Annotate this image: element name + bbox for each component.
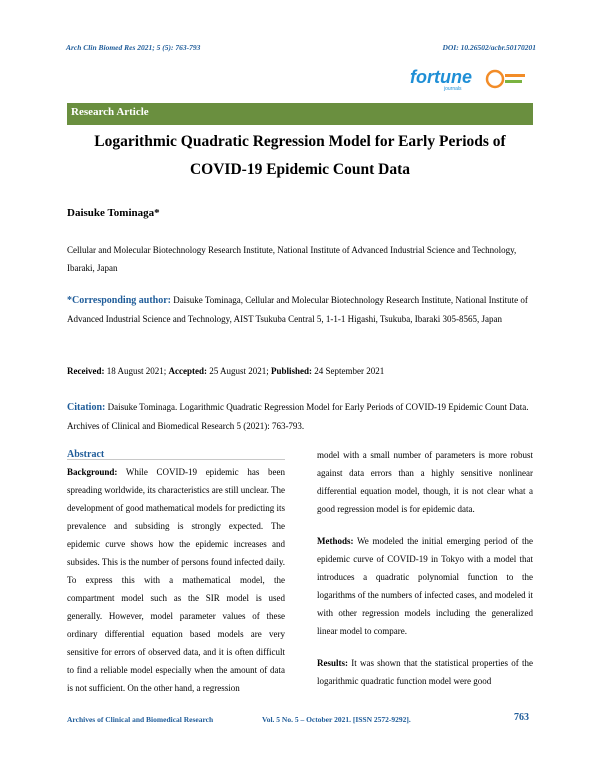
abstract-left-column	[67, 463, 285, 697]
background-label: Background:	[67, 467, 118, 477]
publisher-logo	[410, 66, 528, 92]
methods-paragraph	[317, 532, 533, 640]
footer-journal: Archives of Clinical and Biomedical Research	[67, 715, 214, 724]
footer-volume: Vol. 5 No. 5 – October 2021. [ISSN 2572-9292].	[262, 715, 411, 724]
methods-label: Methods:	[317, 536, 354, 546]
abstract-heading: Abstract	[67, 449, 105, 460]
received-date: 18 August 2021;	[104, 366, 169, 376]
doi-link[interactable]: DOI: 10.26502/acbr.50170201	[442, 43, 536, 52]
logo-bar-2	[505, 80, 522, 83]
corresponding-text: Daisuke Tominaga, Cellular and Molecular Biotechnology Research Institute, National Institute of Advanced Industrial Science and Technology, AIST Tsukuba Central 5, 1-1-1 Higashi, Tsukuba, Ibaraki 305-8565, Japan	[67, 295, 528, 324]
published-label: Published:	[271, 366, 313, 376]
corresponding-author	[67, 291, 533, 328]
citation	[67, 398, 533, 435]
article-type: Research Article	[71, 106, 149, 118]
background-text: While COVID-19 epidemic has been spreading worldwide, its characteristics are still unclear. The development of good mathematical models for predicting its prevalence and subsiding is strongly expected. The epidemic curve shows how the epidemic increases and subsides. This is the number of persons found infected daily. To express this with a mathematical model, the compartment model such as the SIR model is used generally. However, model parameter values of these ordinary differential equation based models are very sensitive for errors of observed data, and it is often difficult to find a reliable model especially when the amount of data is not sufficient. On the other hand, a regression	[67, 467, 286, 693]
title-line-2: COVID-19 Epidemic Count Data	[189, 161, 411, 178]
accepted-label: Accepted:	[168, 366, 207, 376]
background-continued: model with a small number of parameters is more robust against data errors than a highly sensitive nonlinear differential equation model, though, it is not clear what a good regression model is for epidemic data.	[317, 450, 533, 514]
results-label: Results:	[317, 658, 348, 668]
page-number: 763	[514, 712, 529, 723]
received-label: Received:	[67, 366, 105, 376]
abstract-right-column	[317, 446, 533, 690]
citation-text: Daisuke Tominaga. Logarithmic Quadratic Regression Model for Early Periods of COVID-19 Epidemic Count Data. Archives of Clinical and Biomedical Research 5 (2021): 763-793.	[67, 402, 529, 431]
abstract-divider	[67, 459, 285, 460]
logo-wordmark: fortune	[410, 67, 472, 87]
publication-dates	[67, 362, 533, 380]
article-type-band	[67, 103, 533, 125]
open-access-icon	[487, 71, 503, 87]
journal-reference: Arch Clin Biomed Res 2021; 5 (5): 763-793	[66, 43, 201, 52]
methods-text: We modeled the initial emerging period of the epidemic curve of COVID-19 in Tokyo with a model that introduces a quadratic polynomial function to the logarithms of the numbers of infected cases, and modeled it with other regression models including the generalized linear model to compare.	[317, 536, 533, 636]
corresponding-label: *Corresponding author:	[67, 295, 171, 306]
logo-subtext: journals	[444, 86, 462, 92]
citation-label: Citation:	[67, 402, 106, 413]
logo-bar-1	[505, 74, 525, 77]
accepted-date: 25 August 2021;	[206, 366, 271, 376]
results-paragraph	[317, 654, 533, 690]
published-date: 24 September 2021	[312, 366, 385, 376]
results-text: It was shown that the statistical properties of the logarithmic quadratic function model were good	[317, 658, 533, 686]
affiliation: Cellular and Molecular Biotechnology Research Institute, National Institute of Advanced Industrial Science and Technology, Ibaraki, Japan	[67, 245, 517, 273]
title-line-1: Logarithmic Quadratic Regression Model for Early Periods of	[94, 133, 506, 150]
author-name: Daisuke Tominaga*	[67, 207, 160, 219]
